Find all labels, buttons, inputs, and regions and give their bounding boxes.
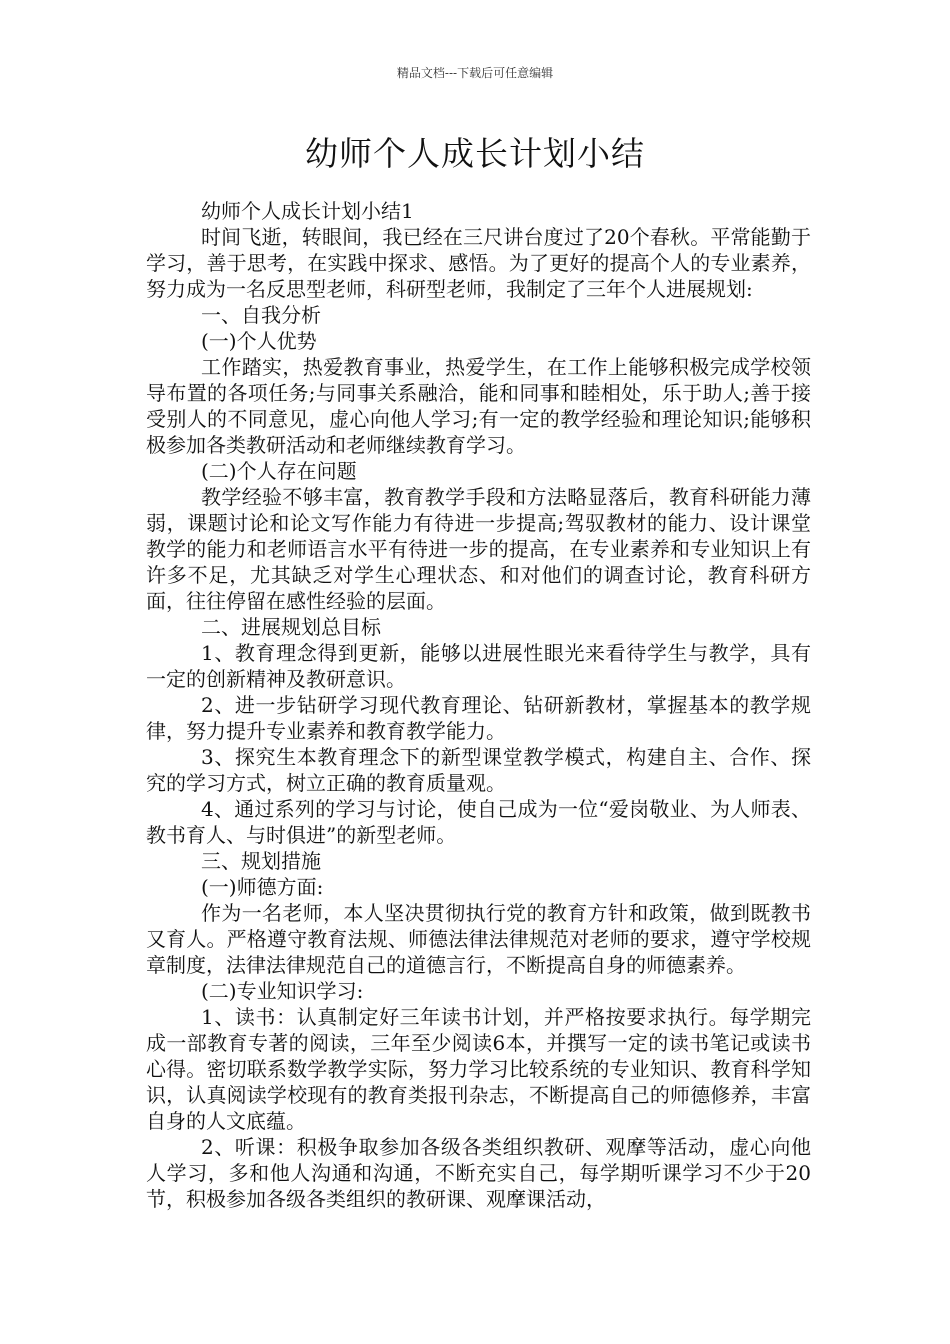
goal-item-3: 3、探究生本教育理念下的新型课堂教学模式，构建自主、合作、探究的学习方式，树立正确的教育质量观。 bbox=[146, 745, 811, 795]
heading-measures: 三、规划措施 bbox=[201, 849, 321, 873]
intro-paragraph: 时间飞逝，转眼间，我已经在三尺讲台度过了20个春秋。平常能勤于学习，善于思考，在实践中探求、感悟。为了更好的提高个人的专业素养，努力成为一名反思型老师，科研型老师，我制定了三年个人进展规划: bbox=[146, 225, 811, 301]
document-body bbox=[146, 198, 811, 1212]
strengths-paragraph: 工作踏实，热爱教育事业，热爱学生，在工作上能够积极完成学校领导布置的各项任务;与同事关系融洽，能和同事和睦相处，乐于助人;善于接受别人的不同意见，虚心向他人学习;有一定的教学经验和理论知识;能够积极参加各类教研活动和老师继续教育学习。 bbox=[146, 355, 811, 457]
heading-overall-goals: 二、进展规划总目标 bbox=[201, 615, 381, 639]
subheading-ethics: (一)师德方面: bbox=[201, 875, 324, 899]
lesson-observation-paragraph: 2、听课：积极争取参加各级各类组织教研、观摩等活动，虚心向他人学习，多和他人沟通和沟通，不断充实自己，每学期听课学习不少于20节，积极参加各级各类组织的教研课、观摩课活动， bbox=[146, 1135, 811, 1211]
goal-item-2: 2、进一步钻研学习现代教育理论、钻研新教材，掌握基本的教学规律，努力提升专业素养和教育教学能力。 bbox=[146, 693, 811, 743]
subheading-professional-study: (二)专业知识学习: bbox=[201, 979, 364, 1003]
problems-paragraph: 教学经验不够丰富，教育教学手段和方法略显落后，教育科研能力薄弱，课题讨论和论文写作能力有待进一步提高;驾驭教材的能力、设计课堂教学的能力和老师语言水平有待进一步的提高，在专业素养和专业知识上有许多不足，尤其缺乏对学生心理状态、和对他们的调查讨论，教育科研方面，往往停留在感性经验的层面。 bbox=[146, 485, 811, 613]
document-title: 幼师个人成长计划小结 bbox=[305, 134, 645, 173]
ethics-paragraph: 作为一名老师，本人坚决贯彻执行党的教育方针和政策，做到既教书又育人。严格遵守教育法规、师德法律法律规范对老师的要求，遵守学校规章制度，法律法律规范自己的道德言行，不断提高自身的师德素养。 bbox=[146, 901, 811, 977]
header-note: 精品文档---下载后可任意编辑 bbox=[396, 66, 554, 80]
subheading-problems: (二)个人存在问题 bbox=[201, 459, 357, 483]
reading-paragraph: 1、读书：认真制定好三年读书计划，并严格按要求执行。每学期完成一部教育专著的阅读，三年至少阅读6本，并撰写一定的读书笔记或读书心得。密切联系数学教学实际，努力学习比较系统的专业知识、教育科学知识，认真阅读学校现有的教育类报刊杂志，不断提高自己的师德修养，丰富自身的人文底蕴。 bbox=[146, 1005, 811, 1133]
goal-item-1: 1、教育理念得到更新，能够以进展性眼光来看待学生与教学，具有一定的创新精神及教研意识。 bbox=[146, 641, 811, 691]
section-subtitle: 幼师个人成长计划小结1 bbox=[201, 199, 414, 223]
goal-item-4: 4、通过系列的学习与讨论，使自己成为一位“爱岗敬业、为人师表、教书育人、与时俱进”的新型老师。 bbox=[146, 797, 811, 847]
subheading-strengths: (一)个人优势 bbox=[201, 329, 317, 353]
heading-self-analysis: 一、自我分析 bbox=[201, 303, 321, 327]
